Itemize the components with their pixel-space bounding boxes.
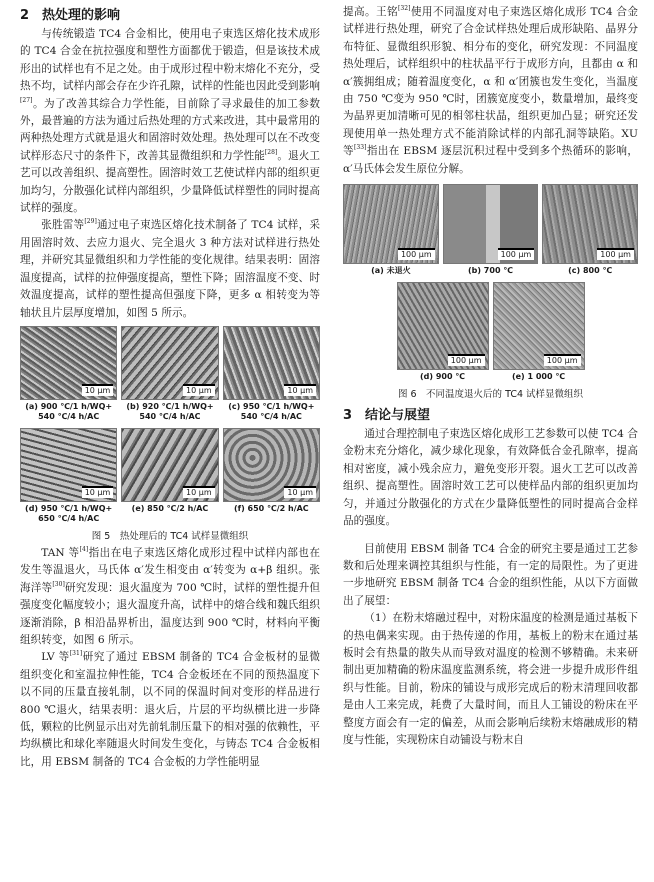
scale-bar: 100 μm [544,354,581,366]
citation: [30] [52,580,65,588]
section-2-title: 热处理的影响 [42,8,121,23]
text-run: 与传统锻造 TC4 合金相比，使用电子束选区熔化技术成形的 TC4 合金在抗拉强度和塑性方面都优于锻造，但是该技术成形出的试样也有不足之处。由于成形过程中粉末熔化不充分，受热不均，试样内部会存在少许孔隙，试样的性能也因此受到影响 [20,28,320,93]
micrograph-image [223,326,320,400]
section-2-number: 2 [20,8,30,23]
right-paragraph-1 [343,4,638,178]
micrograph-image [343,184,439,264]
scale-bar: 100 μm [597,248,634,260]
panel-caption: (e) 1 000 ℃ [511,372,566,382]
citation: [4] [79,545,89,553]
text-run: 指出在电子束选区熔化成形过程中试样内部也在发生等温退火，马氏体 α′发生相变由 α′转变为 α+β 组织。张海洋等 [20,546,320,594]
micrograph-image [223,428,320,502]
figure-5-caption: 图 5 热处理后的 TC4 试样显微组织 [91,530,249,542]
text-run: 研究了通过 EBSM 制备的 TC4 合金板材的显微组织变化和室温拉伸性能，TC4 合金板坯在不同的预热温度下以不同的压量直接轧制，以不同的保温时间对变形的样品进行 800 ℃退火，结果表明：退火后，片层的平均纵横比进一步降低，颗粒的比例显示出对先前轧制压量下的相对强的依赖性，平均纵横比和球化率随退火时间发生变化，与铸态 TC4 合金板相比，用 EBSM 制备的 TC4 合金板的力学性能明显 [20,651,320,768]
scale-bar: 10 μm [183,486,215,498]
panel-caption: (b) 700 ℃ [467,266,513,276]
section-3-paragraph-2: 目前使用 EBSM 制备 TC4 合金的研究主要是通过工艺参数和后处理来调控其组织与性能，有一定的局限性。为了更进一步地研究 EBSM 制备 TC4 合金的组织性能，从以下方面做出了展望： [343,542,638,607]
figure-5-panel-f [223,428,320,524]
section-3-heading [343,404,638,423]
text-run: 通过电子束选区熔化技术制备了 TC4 试样，采用固溶时效、去应力退火、完全退火 3 种方法对试样进行热处理，并研究其显微组织和力学性能的变化规律。结果表明：固溶温度提高，试样的拉伸强度提高，塑性下降；固溶温度不变、时效温度提高，试样的塑性提高但强度下降，更多 α 相转变为等轴状且片层厚度增加，如图 5 所示。 [20,219,321,319]
text-run: TAN 等 [41,546,80,559]
micrograph-image [493,282,585,370]
section-2-heading [20,4,320,23]
figure-5-panel-d [20,428,117,524]
citation: [31] [69,650,83,658]
figure-6-panel-c [542,184,638,276]
text-run: 提高。王铭 [343,6,398,18]
section-3-paragraph-3: （1）在粉末熔融过程中，对粉床温度的检测是通过基板下的热电偶来实现。由于热传递的作用，基板上的粉末在通过基板时会有热量的散失从而导致对温度的检测不够精确。未来研制出更加精确的粉床温度监测系统，将会进一步提升成形件组织与性能。目前，粉床的铺设与成形完成后的粉末清理回收都是由人工来完成，耗费了大量时间，而且人工铺设的粉床在平整度方面会有一定的偏差，从而会影响后续粉末熔融成形的精度与性能，实现粉床自动铺设与粉末自 [343,612,638,746]
text-run: 张胜雷等 [41,219,85,232]
micrograph-image [397,282,489,370]
scale-bar: 10 μm [82,384,114,396]
panel-caption: (d) 950 ℃/1 h/WQ+ 650 ℃/4 h/AC [25,503,113,523]
section-3-title: 结论与展望 [365,408,431,424]
panel-caption: (a) 900 ℃/1 h/WQ+ 540 ℃/4 h/AC [25,401,113,421]
micrograph-image [20,428,117,502]
panel-caption: (d) 900 ℃ [420,372,465,382]
panel-caption: (e) 850 ℃/2 h/AC [131,503,209,513]
section-2-paragraph-2 [20,217,320,321]
figure-5-panel-b [121,326,218,422]
section-2-paragraph-3 [20,545,320,649]
micrograph-image [443,184,539,264]
scale-bar: 10 μm [284,486,316,498]
text-run: 。为了改善其综合力学性能，目前除了寻求最佳的加工参数外，最普遍的方法为通过后热处理的方式来改进，其中最常用的两种热处理方式就是退火和固溶时效处理。热处理可以在不改变试样形态尺寸的条件下，改善其显微组织和力学性能 [20,97,320,162]
micrograph-image [121,326,218,400]
section-3-number: 3 [343,408,353,424]
figure-6-panel-e [493,282,585,382]
figure-6 [343,184,638,400]
panel-caption: (a) 未退火 [371,266,411,276]
scale-bar: 100 μm [498,248,535,260]
panel-caption: (f) 650 ℃/2 h/AC [233,503,309,513]
citation: [33] [353,144,367,152]
citation: [32] [397,5,411,12]
figure-5-panel-c [223,326,320,422]
micrograph-image [542,184,638,264]
section-2-paragraph-4 [20,649,320,771]
section-2-paragraph-1 [20,26,320,217]
citation: [28] [264,148,278,156]
text-run: 使用不同温度对电子束选区熔化成形 TC4 合金试样进行热处理，研究了合金试样热处理后成形缺陷、晶界分布特征、显微组织形貌、相分布的变化，研究发现：不同温度热处理后，试样组织中的柱状晶平行于成形方向，且都由 α 和 α′簇拥组成；随着温度变化，α 和 α′团簇也发生变化，当温度由 750 ℃变为 950 ℃时，团簇宽度变小，数量增加，最终变为晶界更加清晰可见的相邻柱状晶，组织更加凸显；研究还发现使用单一热处理方式不能消除试样的内部孔洞等缺陷。XU 等 [343,6,639,158]
figure-5-panel-a [20,326,117,422]
scale-bar: 100 μm [398,248,435,260]
right-column [343,0,638,749]
text-run: 。退火工艺可以改善组织、提高塑性。固溶时效工艺使试样内部的组织更加均匀，分散强化试样内部组织，少量降低试样塑性的同时提高试样的强度。 [20,149,320,215]
left-column [20,0,320,771]
scale-bar: 10 μm [82,486,114,498]
scale-bar: 10 μm [284,384,316,396]
scale-bar: 10 μm [183,384,215,396]
panel-caption: (c) 800 ℃ [568,266,613,276]
panel-caption: (b) 920 ℃/1 h/WQ+ 540 ℃/4 h/AC [126,401,214,421]
figure-6-panel-b [443,184,539,276]
micrograph-image [121,428,218,502]
scale-bar: 100 μm [448,354,485,366]
figure-5 [20,326,320,542]
figure-6-caption: 图 6 不同温度退火后的 TC4 试样显微组织 [397,389,584,401]
text-run: LV 等 [41,651,70,664]
citation: [29] [84,218,97,226]
micrograph-image [20,326,117,400]
text-run: 指出在 EBSM 逐层沉积过程中受到多个热循环的影响，α′马氏体会发生原位分解。 [343,145,638,175]
text-run: 研究发现：退火温度为 700 ℃时，试样的塑性提升但强度变化幅度较小；退火温度升高，试样中的熔合线和魏氏组织逐渐消除，β 相沿晶界析出，温度达到 900 ℃时，材料向平衡组织转变，如图 6 所示。 [20,581,320,646]
figure-6-panel-a [343,184,439,276]
section-3-paragraph-1: 通过合理控制电子束选区熔化成形工艺参数可以使 TC4 合金粉末充分熔化，减少球化现象，有效降低合金孔隙率，提高相对密度，减小残余应力，避免变形开裂。退火工艺可以改善组织、提高塑性。固溶时效工艺可以使样品内部的组织更加均匀，并通过分散强化的方式在少量降低塑性的同时提高合金样品的强度。 [343,428,638,528]
figure-5-panel-e [121,428,218,524]
figure-6-panel-d [397,282,489,382]
panel-caption: (c) 950 ℃/1 h/WQ+ 540 ℃/4 h/AC [228,401,315,421]
citation: [27] [20,96,33,104]
